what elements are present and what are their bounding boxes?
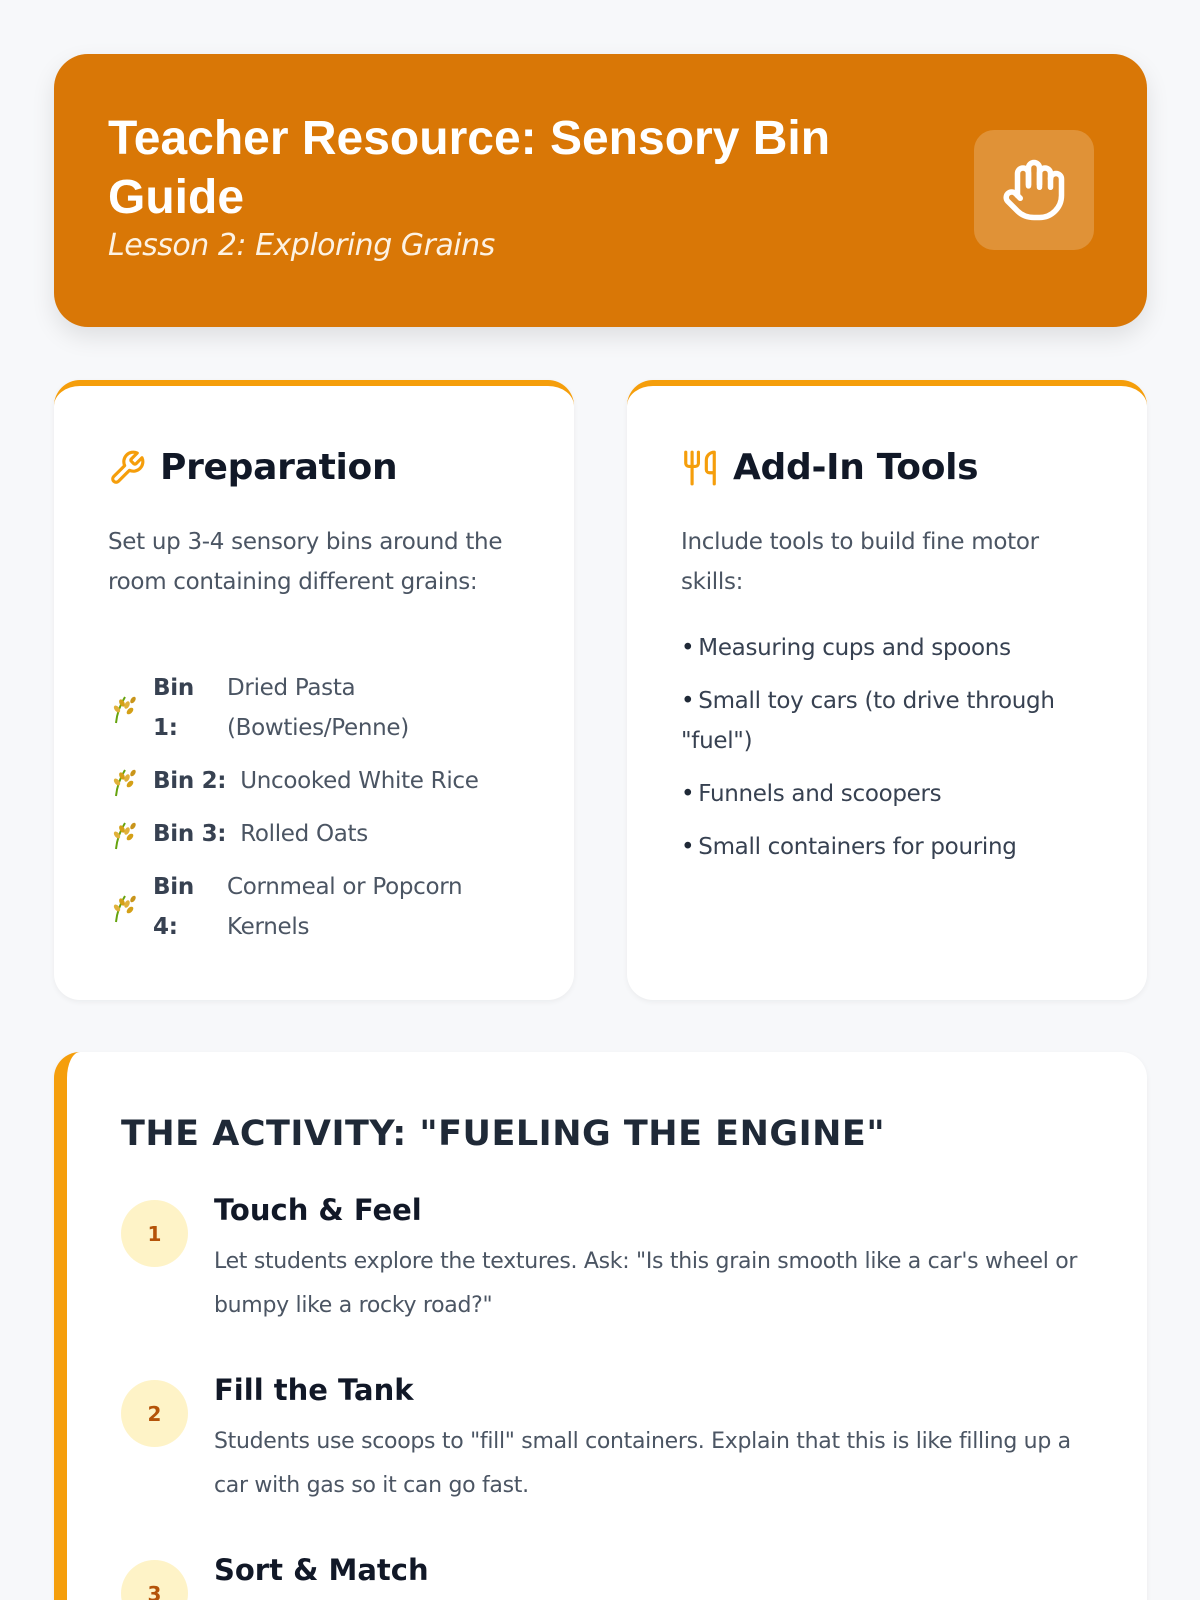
header-badge	[974, 130, 1094, 250]
page-title: Teacher Resource: Sensory Bin Guide	[108, 112, 831, 224]
list-item	[108, 668, 538, 748]
step-title: Fill the Tank	[214, 1373, 414, 1407]
bin-label: Bin 1:	[153, 675, 194, 741]
page-header	[54, 54, 1147, 327]
preparation-card	[54, 380, 574, 1000]
preparation-intro: Set up 3-4 sensory bins around the room containing different grains:	[108, 529, 503, 595]
rice-icon	[108, 691, 142, 725]
tools-card	[627, 380, 1147, 1000]
bin-list	[108, 668, 538, 960]
bin-value: Uncooked White Rice	[240, 768, 479, 794]
rice-icon	[108, 890, 142, 924]
step-number-badge: 3	[121, 1560, 188, 1600]
tools-intro: Include tools to build fine motor skills:	[681, 529, 1039, 595]
list-item	[108, 867, 538, 947]
step-title: Sort & Match	[214, 1553, 429, 1587]
tools-title: Add-In Tools	[733, 447, 979, 488]
bullet: •	[681, 688, 695, 714]
hand-icon	[1001, 157, 1067, 223]
bin-label: Bin 3:	[153, 821, 227, 847]
rice-icon	[108, 817, 142, 851]
list-item	[681, 774, 1091, 814]
list-item	[681, 681, 1091, 761]
page-subtitle: Lesson 2: Exploring Grains	[108, 228, 495, 263]
bin-value: Cornmeal or Popcorn Kernels	[227, 874, 463, 940]
bin-label: Bin 2:	[153, 768, 227, 794]
step-title: Touch & Feel	[214, 1193, 422, 1227]
tool-text: Measuring cups and spoons	[698, 635, 1011, 661]
bullet: •	[681, 635, 695, 661]
utensils-icon	[681, 449, 719, 487]
list-item	[108, 761, 538, 801]
preparation-title: Preparation	[160, 447, 398, 488]
bin-label: Bin 4:	[153, 874, 194, 940]
list-item	[681, 628, 1091, 668]
activity-card	[54, 1052, 1147, 1600]
list-item	[108, 814, 538, 854]
tool-text: Small toy cars (to drive through "fuel")	[681, 688, 1055, 754]
bin-value: Dried Pasta (Bowties/Penne)	[227, 675, 409, 741]
tool-text: Funnels and scoopers	[698, 781, 942, 807]
step-number-badge: 2	[121, 1380, 188, 1447]
wrench-icon	[108, 449, 146, 487]
activity-title: THE ACTIVITY: "FUELING THE ENGINE"	[121, 1114, 886, 1154]
tools-list	[681, 628, 1091, 880]
tool-text: Small containers for pouring	[698, 834, 1017, 860]
bin-value: Rolled Oats	[240, 821, 368, 847]
bullet: •	[681, 781, 695, 807]
step-description: Students use scoops to "fill" small containers. Explain that this is like filling up a car with gas so it can go fast.	[214, 1429, 1071, 1498]
bullet: •	[681, 834, 695, 860]
step-description: Let students explore the textures. Ask: "Is this grain smooth like a car's wheel or bumpy like a rocky road?"	[214, 1249, 1078, 1318]
rice-icon	[108, 764, 142, 798]
preparation-header	[108, 444, 397, 492]
list-item	[681, 827, 1091, 867]
step-number-badge: 1	[121, 1200, 188, 1267]
tools-header	[681, 444, 978, 492]
